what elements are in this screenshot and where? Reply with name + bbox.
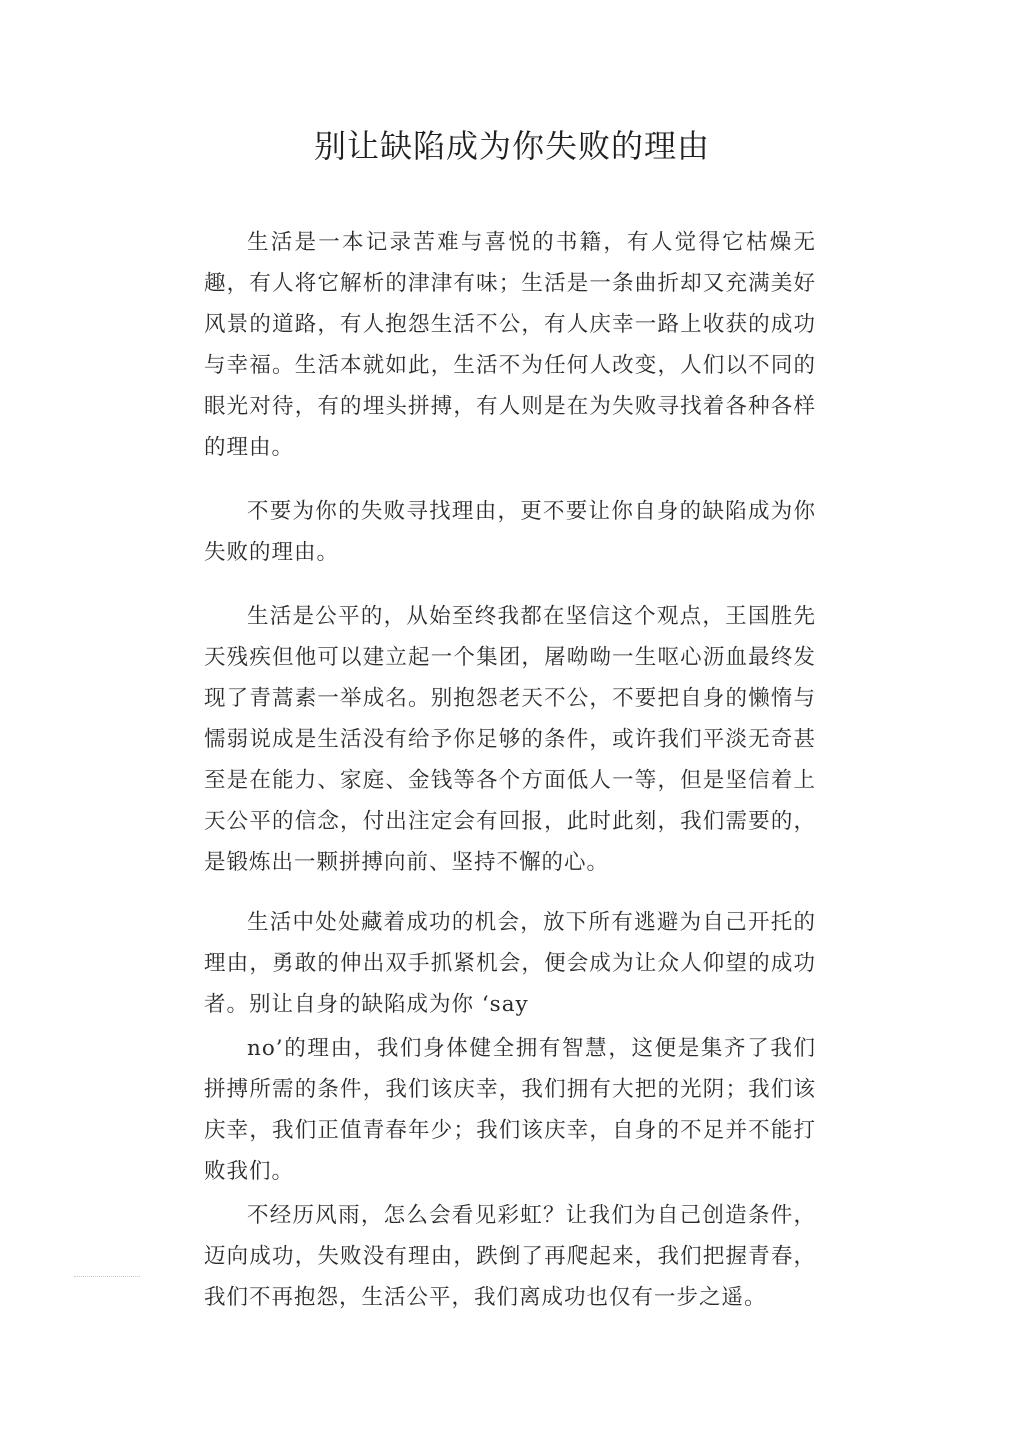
document-title: 别让缺陷成为你失败的理由 <box>313 127 710 165</box>
scan-artifact-divider <box>74 1276 140 1279</box>
paragraph-3: 生活是公平的，从始至终我都在坚信这个观点，王国胜先天残疾但他可以建立起一个集团，屠呦呦一生呕心沥血最终发现了青蒿素一举成名。别抱怨老天不公，不要把自身的懒惰与懦弱说成是生活没有给予你足够的条件，或许我们平淡无奇甚至是在能力、家庭、金钱等各个方面低人一等，但是坚信着上天公平的信念，付出注定会有回报，此时此刻，我们需要的，是锻炼出一颗拼搏向前、坚持不懈的心。 <box>204 604 816 875</box>
paragraph-5: no’的理由，我们身体健全拥有智慧，这便是集齐了我们拼搏所需的条件，我们该庆幸，我们拥有大把的光阴；我们该庆幸，我们正值青春年少；我们该庆幸，自身的不足并不能打败我们。 <box>204 1036 816 1184</box>
paragraph-1: 生活是一本记录苦难与喜悦的书籍，有人觉得它枯燥无趣，有人将它解析的津津有味；生活是一条曲折却又充满美好风景的道路，有人抱怨生活不公，有人庆幸一路上收获的成功与幸福。生活本就如此，生活不为任何人改变，人们以不同的眼光对待，有的埋头拼搏，有人则是在为失败寻找着各种各样的理由。 <box>204 230 816 460</box>
paragraph-2: 不要为你的失败寻找理由，更不要让你自身的缺陷成为你失败的理由。 <box>204 499 816 565</box>
paragraph-4: 生活中处处藏着成功的机会，放下所有逃避为自己开托的理由，勇敢的伸出双手抓紧机会，便会成为让众人仰望的成功者。别让自身的缺陷成为你 ‘say <box>204 910 816 1017</box>
paragraph-6: 不经历风雨，怎么会看见彩虹？让我们为自己创造条件，迈向成功，失败没有理由，跌倒了再爬起来，我们把握青春，我们不再抱怨，生活公平，我们离成功也仅有一步之遥。 <box>204 1203 816 1310</box>
document-body <box>204 222 816 1318</box>
